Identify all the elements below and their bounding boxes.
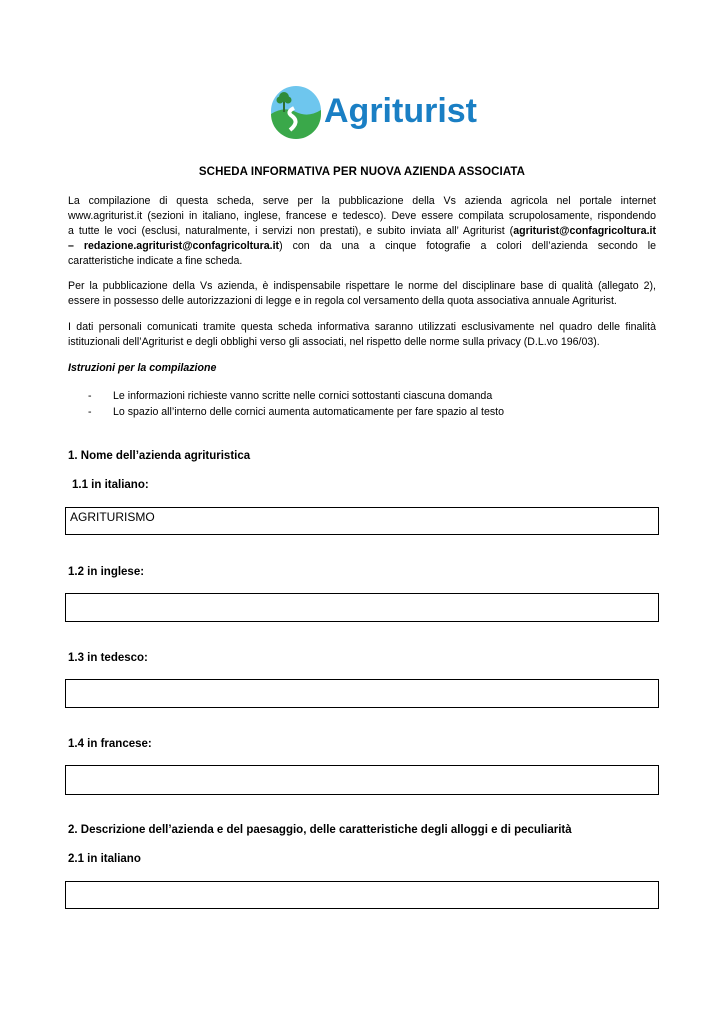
agriturist-email[interactable]: agriturist@confagricoltura.it	[513, 225, 656, 237]
name-german-field[interactable]	[65, 679, 659, 708]
instructions-heading: Istruzioni per la compilazione	[68, 362, 217, 374]
instruction-item: - Lo spazio all’interno delle cornici aumenta automaticamente per fare spazio al testo	[88, 406, 505, 418]
agriturist-logo	[270, 84, 477, 138]
section-1-1-label: 1.1 in italiano:	[72, 479, 149, 491]
name-english-field[interactable]	[65, 593, 659, 622]
section-1-3-label: 1.3 in tedesco:	[68, 652, 148, 664]
page-title: SCHEDA INFORMATIVA PER NUOVA AZIENDA ASSOCIATA	[198, 166, 526, 178]
requirements-paragraph: Per la pubblicazione della Vs azienda, è indispensabile rispettare le norme del disciplinare base di qualità (allegato 2), essere in possesso delle autorizzazioni di legge e in regola col versamento della quota associativa annuale Agriturist.	[68, 280, 656, 307]
name-french-field[interactable]	[65, 765, 659, 795]
intro-paragraph: La compilazione di questa scheda, serve per la pubblicazione della Vs azienda agricola nel portale internet www.agriturist.it (sezioni in italiano, inglese, francese e tedesco). Deve essere compilata scrupolosamente, rispondendo a tutte le voci (esclusi, naturalmente, i servizi non prestati), e subito inviata all’ Agriturist (agriturist@confagricoltura.it – redazione.agriturist@confagricoltura.it) con da una a cinque fotografie a colori dell’azienda secondo le caratteristiche indicate a fine scheda.	[68, 195, 657, 267]
name-italian-field[interactable]	[65, 507, 659, 535]
privacy-paragraph: I dati personali comunicati tramite questa scheda informativa saranno utilizzati esclusivamente nel quadro delle finalità istituzionali dell’Agriturist e degli obblighi verso gli associati, nel rispetto delle norme sulla privacy (D.L.vo 196/03).	[68, 321, 656, 348]
name-italian-value: AGRITURISMO	[70, 510, 155, 524]
section-1-2-label: 1.2 in inglese:	[68, 566, 145, 578]
section-2-1-label: 2.1 in italiano	[68, 853, 141, 865]
description-italian-field[interactable]	[65, 881, 659, 909]
section-1-heading: 1. Nome dell’azienda agrituristica	[68, 450, 251, 462]
redazione-email[interactable]: – redazione.agriturist@confagricoltura.it	[68, 240, 280, 252]
section-2-heading: 2. Descrizione dell’azienda e del paesaggio, delle caratteristiche degli alloggi e di peculiarità	[68, 824, 572, 836]
section-1-4-label: 1.4 in francese:	[68, 738, 152, 750]
svg-text:Agriturist: Agriturist	[324, 92, 477, 130]
instruction-item: - Le informazioni richieste vanno scritte nelle cornici sottostanti ciascuna domanda	[88, 390, 493, 402]
